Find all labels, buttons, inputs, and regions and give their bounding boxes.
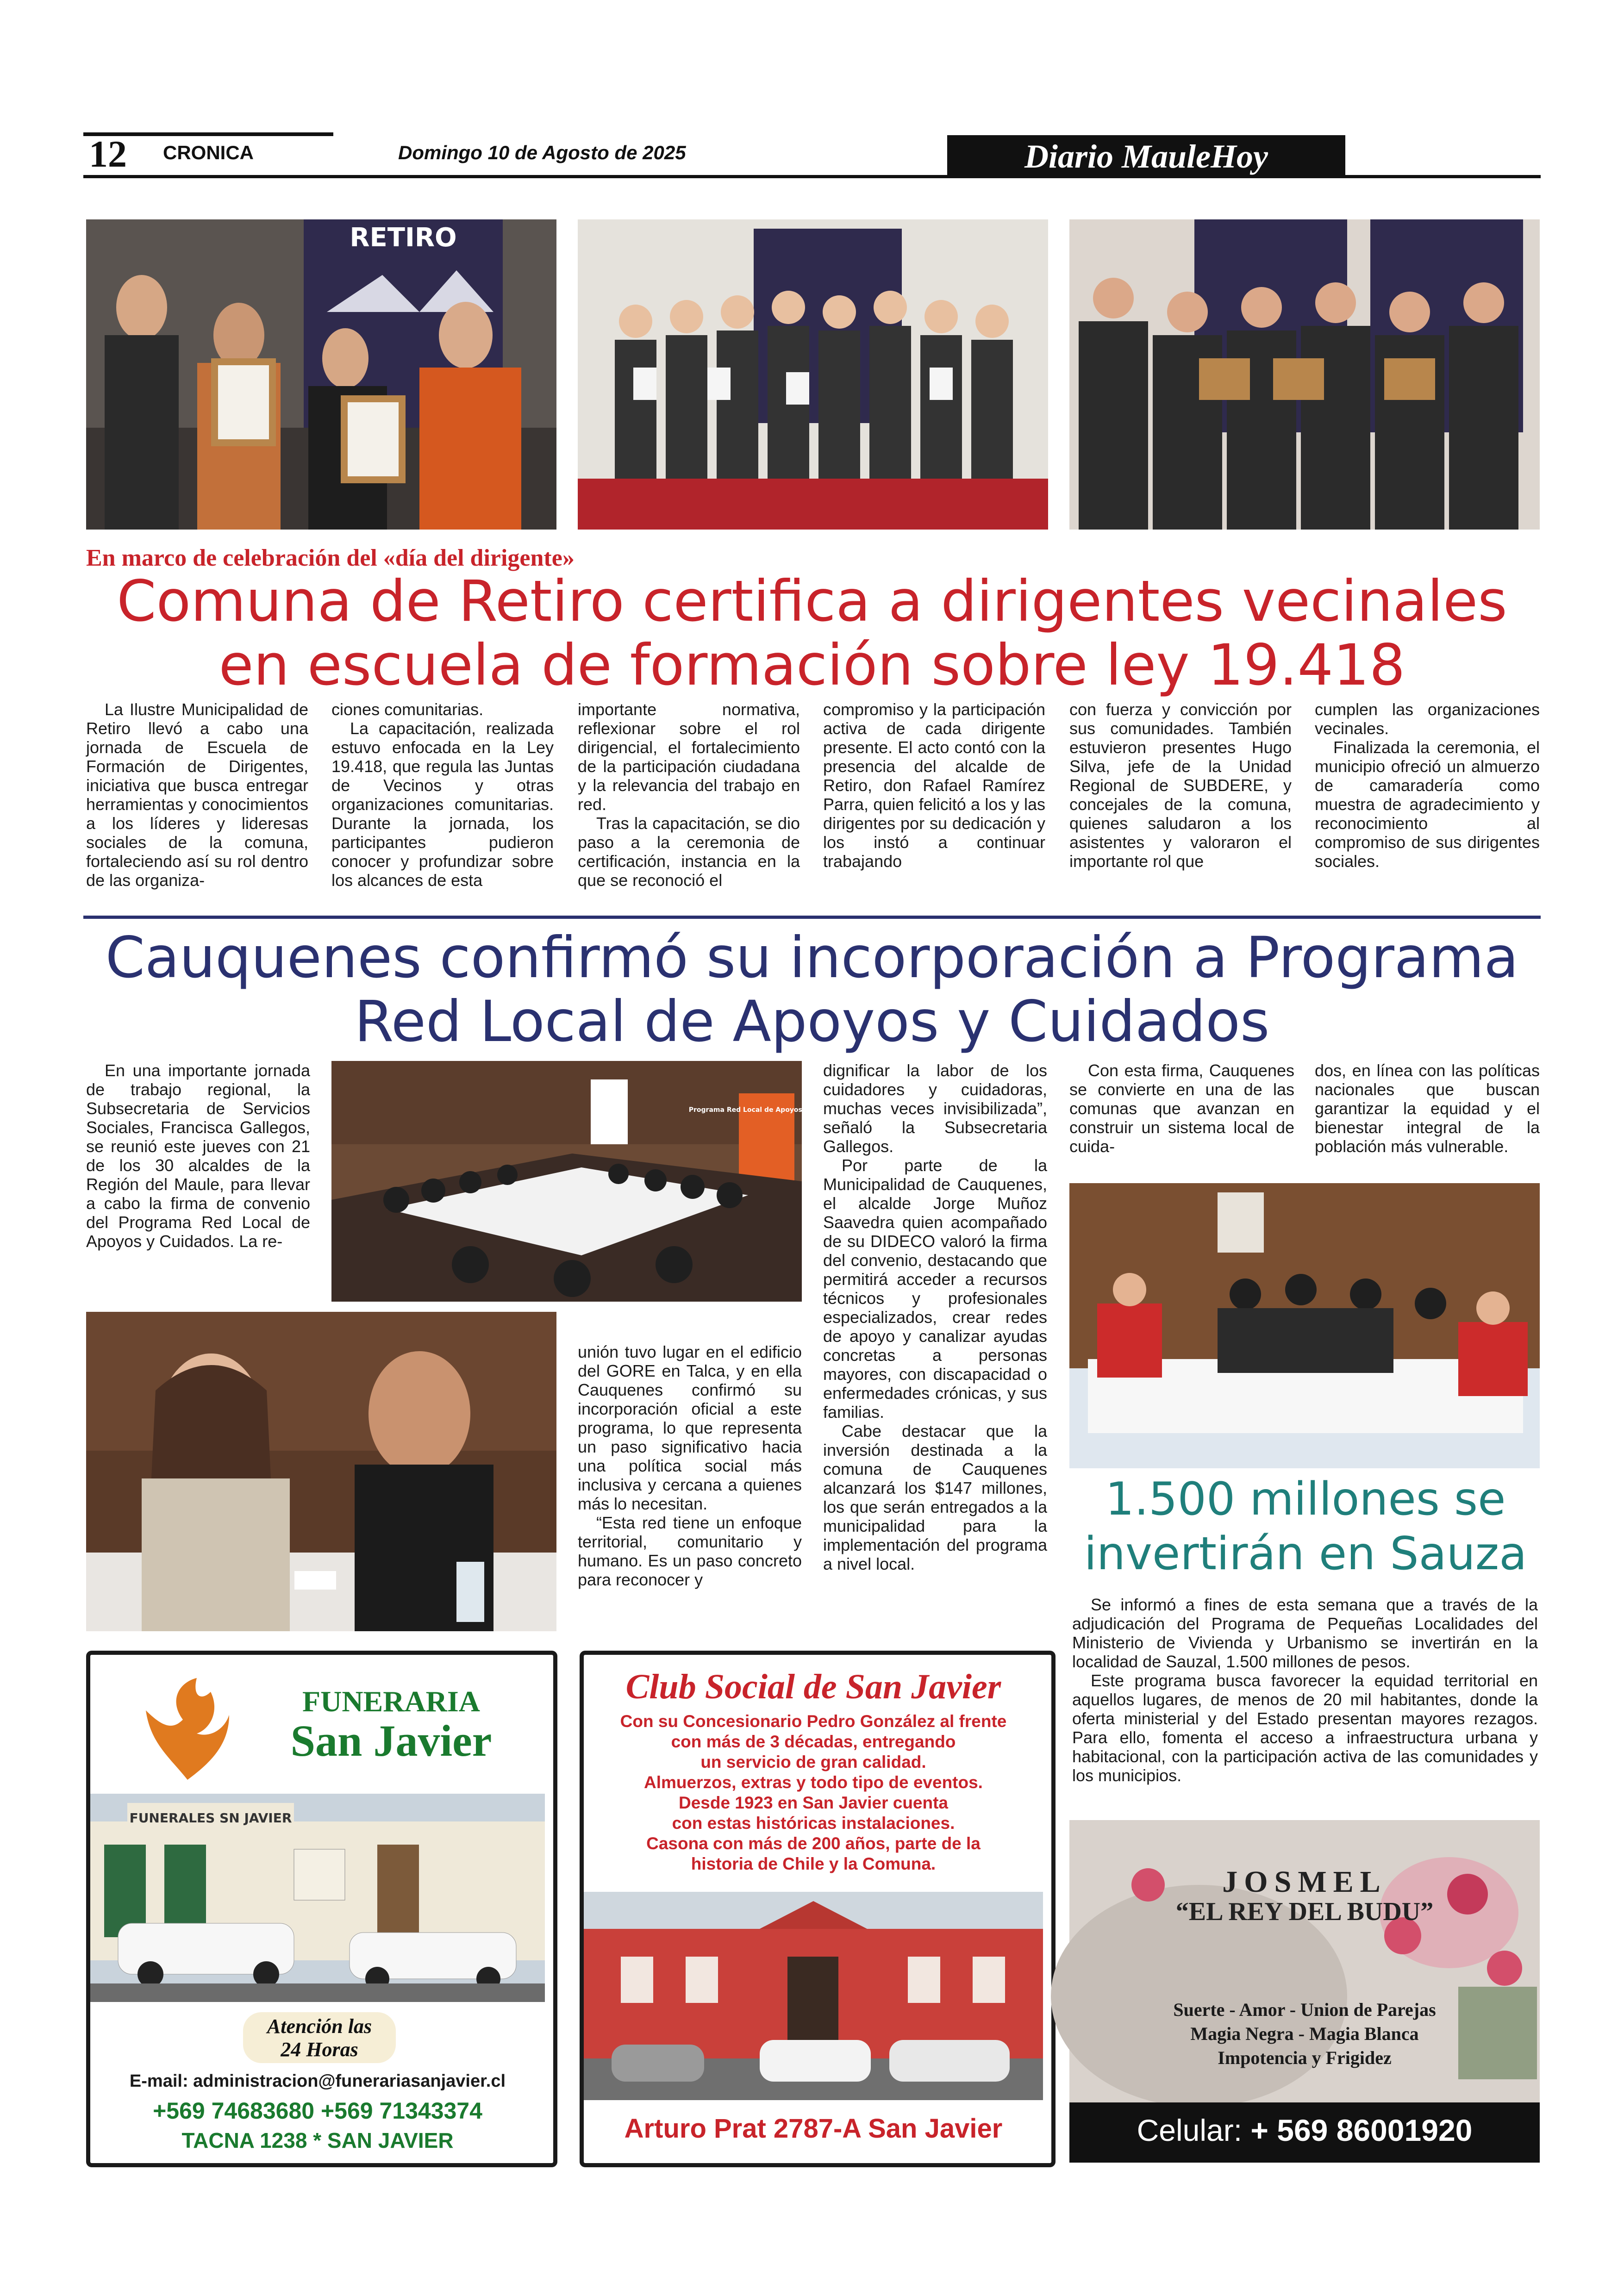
retiro-photo-2 xyxy=(578,219,1048,530)
cauquenes-meeting-photo xyxy=(331,1061,845,1302)
article2-headline-line2: Red Local de Apoyos y Cuidados xyxy=(354,989,1270,1054)
club-line: un servicio de gran calidad. xyxy=(700,1752,926,1771)
funeraria-hours xyxy=(243,2012,396,2063)
article2-paragraph: Por parte de la Municipalidad de Cauquenes, el alcalde Jorge Muñoz Saavedra quien acompañado de su DIDECO valoró la firma del convenio, destacando que permitirá acceder a recursos técnicos y profesionales especializados, crear redes de apoyo y canalizar ayudas concretas a personas mayores, con discapacidad o enfermedades crónicas, y sus familias. xyxy=(823,1156,1047,1422)
josmel-subtitle: “EL REY DEL BUDU” xyxy=(1175,1897,1434,1926)
article1-column-5 xyxy=(1069,700,1292,871)
josmel-phone-label: Celular: xyxy=(1137,2113,1243,2147)
sauzal-meeting-photo xyxy=(1069,1183,1540,1468)
josmel-ad xyxy=(1069,1820,1540,2163)
club-line: con estas históricas instalaciones. xyxy=(672,1814,955,1833)
club-line: con más de 3 décadas, entregando xyxy=(671,1732,956,1751)
josmel-phone[interactable]: + 569 86001920 xyxy=(1250,2113,1473,2147)
funeraria-title-2: San Javier xyxy=(290,1716,492,1765)
article2-paragraph: Cabe destacar que la inversión destinada a la comuna de Cauquenes alcanzará los $147 millones, los que serán entregados a la municipalidad para la implementación del programa a nivel local. xyxy=(823,1422,1047,1573)
header-rule xyxy=(83,175,1541,178)
funeraria-hours-line1: Atención las xyxy=(267,2015,372,2038)
funeraria-ad xyxy=(86,1651,557,2167)
article1-column-3 xyxy=(578,700,800,890)
club-line: Desde 1923 en San Javier cuenta xyxy=(678,1793,949,1812)
article2-paragraph: dignificar la labor de los cuidadores y cuidadoras, muchas veces invisibilizada”, señaló la Subsecretaria Gallegos. xyxy=(823,1061,1047,1156)
retiro-photo-1 xyxy=(86,219,556,530)
article2-paragraph: En una importante jornada de trabajo regional, la Subsecretaria de Servicios Sociales, Francisca Gallegos, se reunió este jueves con 21 de los 30 alcaldes de la Región del Maule, para llevar a cabo la firma de convenio del Programa Red Local de Apoyos y Cuidados. La re- xyxy=(86,1061,310,1251)
article1-paragraph: con fuerza y convicción por sus comunidades. También estuvieron presentes Hugo Silva, jefe de la Unidad Regional de SUBDERE, y concejales de la comuna, quienes saludaron a los asistentes y valoraron el importante rol que xyxy=(1069,700,1292,871)
cauquenes-officials-photo xyxy=(86,1312,556,1631)
article2-paragraph: Con esta firma, Cauquenes se convierte en una de las comunas que avanzan en construir un sistema local de cuida- xyxy=(1069,1061,1294,1156)
article3-headline-line1: 1.500 millones se xyxy=(1105,1473,1506,1526)
section-name: CRONICA xyxy=(163,142,254,163)
josmel-services-2: Magia Negra - Magia Blanca xyxy=(1190,2023,1419,2044)
funeraria-phones[interactable]: +569 74683680 +569 71343374 xyxy=(153,2098,482,2124)
article2-column-5 xyxy=(1315,1061,1540,1156)
funeraria-building-photo xyxy=(90,1794,545,2002)
article1-column-1 xyxy=(86,700,308,890)
article2-column-2 xyxy=(578,1342,802,1589)
article2-headline-line1: Cauquenes confirmó su incorporación a Programa xyxy=(105,925,1519,991)
funeraria-building-sign: FUNERALES SN JAVIER xyxy=(129,1810,292,1826)
article2-paragraph: dos, en línea con las políticas nacionales que buscan garantizar la equidad y el bienestar integral de la población más vulnerable. xyxy=(1315,1061,1540,1156)
funeraria-address: TACNA 1238 * SAN JAVIER xyxy=(181,2128,454,2152)
issue-date: Domingo 10 de Agosto de 2025 xyxy=(398,142,686,163)
josmel-phone-line[interactable] xyxy=(1069,2113,1540,2148)
josmel-services-1: Suerte - Amor - Union de Parejas xyxy=(1173,1999,1436,2020)
article2-column-4 xyxy=(1069,1061,1294,1156)
article1-paragraph: La Ilustre Municipalidad de Retiro llevó a cabo una jornada de Escuela de Formación de Dirigentes, iniciativa que busca entregar herramientas y conocimientos a los líderes y lideresas sociales de la comuna, fortaleciendo así su rol dentro de las organiza- xyxy=(86,700,308,890)
article-divider xyxy=(83,916,1541,919)
article3-headline-line2: invertirán en Sauza xyxy=(1084,1528,1527,1580)
josmel-title: JOSMEL xyxy=(1222,1865,1387,1899)
article2-paragraph: “Esta red tiene un enfoque territorial, comunitario y humano. Es un paso concreto para reconocer y xyxy=(578,1513,802,1589)
retiro-banner-text: RETIRO xyxy=(350,223,457,253)
article1-paragraph: compromiso y la participación activa de cada dirigente presente. El acto contó con la presencia del alcalde de Retiro, don Rafael Ramírez Parra, quien felicitó a los y las dirigentes por su dedicación y los instó a continuar trabajando xyxy=(823,700,1045,871)
article1-paragraph: cumplen las organizaciones vecinales. xyxy=(1315,700,1540,738)
article1-column-6 xyxy=(1315,700,1540,871)
club-address: Arturo Prat 2787-A San Javier xyxy=(624,2114,1003,2144)
article1-paragraph: Finalizada la ceremonia, el municipio ofreció un almuerzo de camaradería como muestra de agradecimiento y reconocimiento al compromiso de sus dirigentes sociales. xyxy=(1315,738,1540,871)
article3-paragraph: Se informó a fines de esta semana que a través de la adjudicación del Programa de Pequeñas Localidades del Ministerio de Vivienda y Urbanismo se invertirán en la localidad de Sauzal, 1.500 millones de pesos. xyxy=(1072,1595,1538,1671)
club-social-ad xyxy=(580,1651,1056,2167)
article1-column-2 xyxy=(331,700,554,890)
club-description xyxy=(584,1711,1043,1874)
josmel-services-3: Impotencia y Frigidez xyxy=(1218,2047,1392,2068)
article1-paragraph: ciones comunitarias. xyxy=(331,700,484,719)
article1-column-4 xyxy=(823,700,1045,871)
article1-paragraph: La capacitación, realizada estuvo enfocada en la Ley 19.418, que regula las Juntas de Vecinos y otras organizaciones comunitarias. Durante la jornada, los participantes pudieron conocer y profundizar sobre los alcances de esta xyxy=(331,719,554,890)
article2-paragraph: unión tuvo lugar en el edificio del GORE en Talca, y en ella Cauquenes confirmó su incorporación oficial a este programa, lo que representa un paso significativo hacia una política social más inclusiva y cercana a quienes más lo necesitan. xyxy=(578,1342,802,1513)
article1-paragraph: importante normativa, reflexionar sobre el rol dirigencial, el fortalecimiento de la participación ciudadana y la relevancia del trabajo en red. xyxy=(578,700,800,814)
club-title: Club Social de San Javier xyxy=(625,1667,1001,1706)
club-line: Casona con más de 200 años, parte de la xyxy=(646,1834,981,1853)
phoenix-logo-icon xyxy=(141,1673,234,1784)
funeraria-hours-line2: 24 Horas xyxy=(281,2038,358,2061)
article3-paragraph: Este programa busca favorecer la equidad territorial en aquellos lugares, de menos de 20 mil habitantes, donde la oferta ministerial y del Estado presentan mayores rezagos. Para ello, fomenta el acceso a infraestructura urbana y habitacional, con la participación activa de las comunidades y los municipios. xyxy=(1072,1671,1538,1785)
article1-headline-line2: en escuela de formación sobre ley 19.418 xyxy=(219,632,1405,698)
article2-column-1 xyxy=(86,1061,310,1251)
retiro-photo-3 xyxy=(1069,219,1540,530)
club-line: Con su Concesionario Pedro González al frente xyxy=(620,1712,1007,1731)
funeraria-title-1: FUNERARIA xyxy=(302,1685,480,1718)
club-building-photo xyxy=(584,1892,1043,2100)
funeraria-email[interactable]: E-mail: administracion@funerariasanjavier.cl xyxy=(129,2071,506,2091)
club-line: Almuerzos, extras y todo tipo de eventos. xyxy=(644,1773,983,1792)
masthead-logo: Diario MauleHoy xyxy=(947,135,1345,178)
article1-kicker: En marco de celebración del «día del dirigente» xyxy=(86,545,575,571)
article3-headline xyxy=(1079,1472,1532,1581)
program-banner-text: Programa Red Local de Apoyos y Cuidados xyxy=(688,1106,845,1114)
article1-headline-line1: Comuna de Retiro certifica a dirigentes vecinales xyxy=(117,568,1507,634)
article2-headline xyxy=(83,926,1541,1054)
article3-body xyxy=(1072,1595,1538,1785)
article2-column-3 xyxy=(823,1061,1047,1573)
club-line: historia de Chile y la Comuna. xyxy=(691,1854,936,1873)
page-number: 12 xyxy=(89,133,127,175)
article1-headline xyxy=(83,569,1541,697)
article1-paragraph: Tras la capacitación, se dio paso a la ceremonia de certificación, instancia en la que se reconoció el xyxy=(578,814,800,890)
